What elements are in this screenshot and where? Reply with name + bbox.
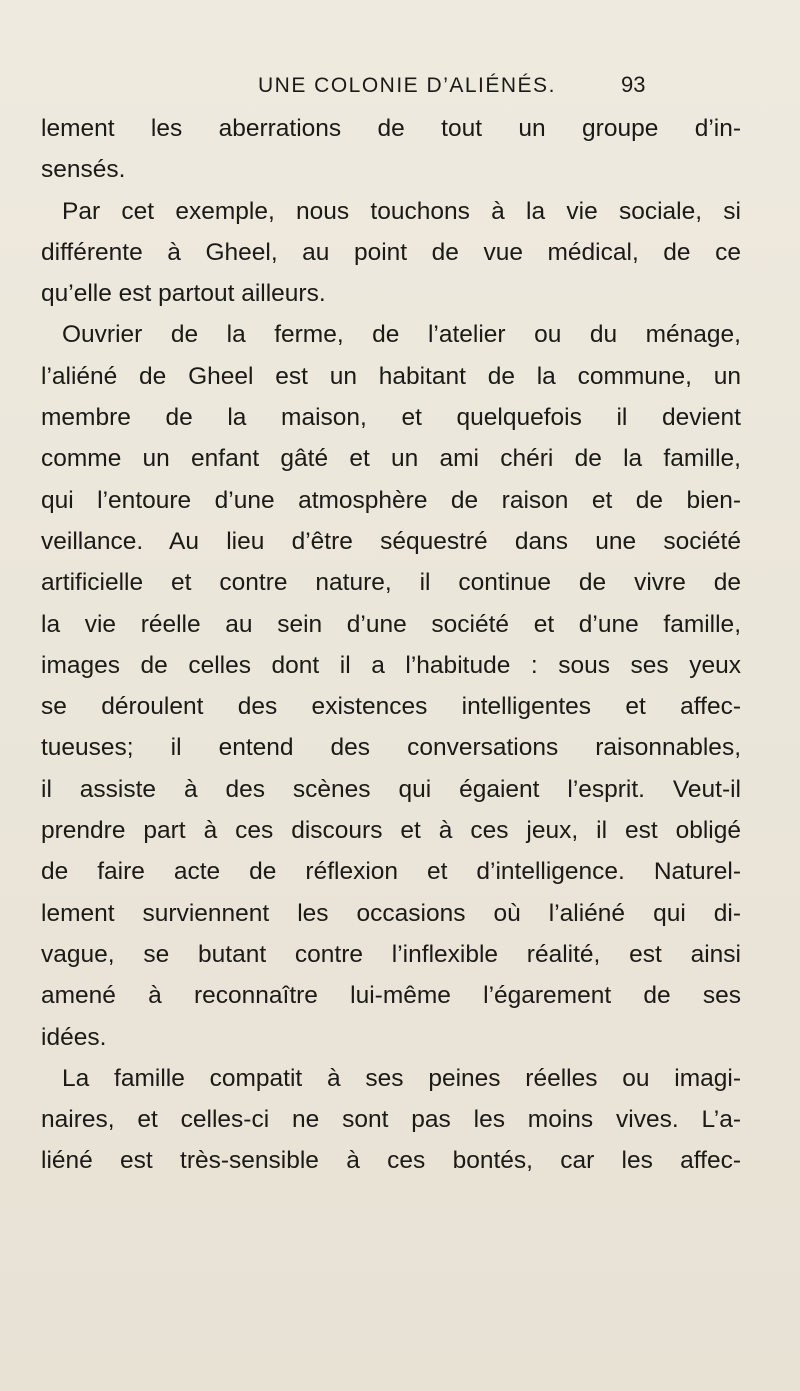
text-line: l’aliéné de Gheel est un habitant de la commune, un — [41, 362, 741, 390]
text-line: de faire acte de réflexion et d’intelligence. Naturel- — [41, 858, 741, 886]
text-line: la vie réelle au sein d’une société et d’une famille, — [41, 610, 741, 638]
text-line: images de celles dont il a l’habitude : sous ses yeux — [41, 651, 741, 679]
text-line: différente à Gheel, au point de vue médical, de ce — [41, 238, 741, 266]
text-line: qu’elle est partout ailleurs. — [41, 280, 326, 308]
body-text — [41, 108, 741, 1182]
text-line: sensés. — [41, 156, 126, 184]
text-line: Ouvrier de la ferme, de l’atelier ou du ménage, — [62, 321, 741, 349]
text-line: lement surviennent les occasions où l’aliéné qui di- — [41, 899, 741, 927]
text-line: membre de la maison, et quelquefois il devient — [41, 404, 741, 432]
text-line: La famille compatit à ses peines réelles ou imagi- — [62, 1064, 741, 1092]
page-number: 93 — [621, 72, 646, 97]
text-line: comme un enfant gâté et un ami chéri de la famille, — [41, 445, 741, 473]
text-line: amené à reconnaître lui-même l’égarement de ses — [41, 982, 741, 1010]
text-line: vague, se butant contre l’inflexible réalité, est ainsi — [41, 940, 741, 968]
text-line: artificielle et contre nature, il continue de vivre de — [41, 569, 741, 597]
text-line: veillance. Au lieu d’être séquestré dans une société — [41, 527, 741, 555]
text-line: lement les aberrations de tout un groupe d’in- — [41, 115, 741, 142]
text-line: liéné est très-sensible à ces bontés, car les affec- — [41, 1147, 741, 1175]
text-line: naires, et celles-ci ne sont pas les moins vives. L’a- — [41, 1106, 741, 1134]
text-line: prendre part à ces discours et à ces jeux, il est obligé — [41, 817, 741, 845]
text-line: Par cet exemple, nous touchons à la vie sociale, si — [62, 197, 741, 225]
text-line: idées. — [41, 1023, 107, 1051]
text-line: se déroulent des existences intelligentes et affec- — [41, 693, 741, 721]
text-line: il assiste à des scènes qui égaient l’esprit. Veut-il — [41, 775, 741, 803]
text-line: tueuses; il entend des conversations raisonnables, — [41, 734, 741, 762]
text-line: qui l’entoure d’une atmosphère de raison et de bien- — [41, 486, 741, 514]
running-title: UNE COLONIE D’ALIÉNÉS. — [258, 74, 556, 97]
